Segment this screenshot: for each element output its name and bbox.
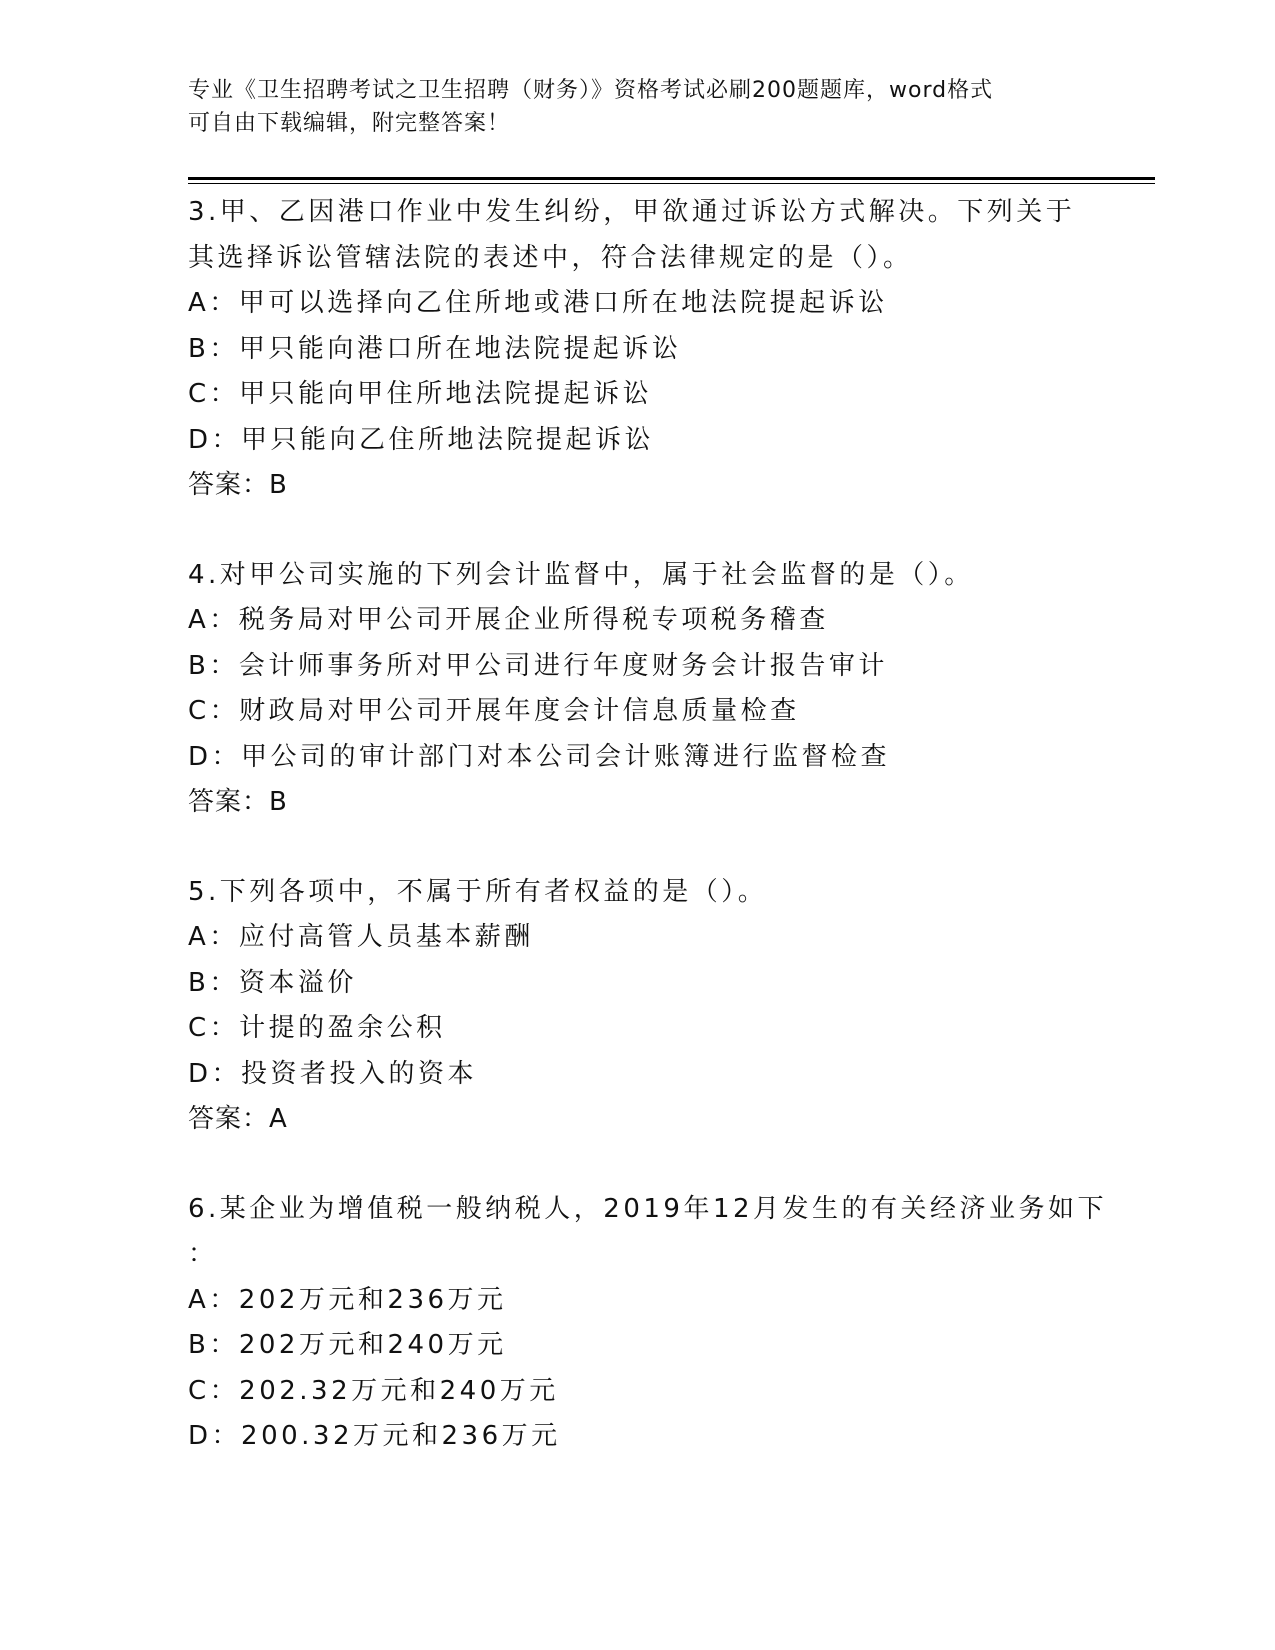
header-divider-thin [188,183,1155,184]
question-list [188,190,1108,1460]
header-line-2: 可自由下载编辑，附完整答案！ [188,111,511,136]
option-a: A：202万元和236万元 [188,1284,507,1315]
option-a: A：应付高管人员基本薪酬 [188,922,534,952]
spacer [188,509,1108,553]
question-text-line: 5.下列各项中，不属于所有者权益的是（）。 [188,876,768,907]
option-c: C：财政局对甲公司开展年度会计信息质量检查 [188,696,800,726]
option-c: C：甲只能向甲住所地法院提起诉讼 [188,379,653,409]
question-text-line: 4.对甲公司实施的下列会计监督中，属于社会监督的是（）。 [188,559,974,590]
option-b: B：202万元和240万元 [188,1330,507,1360]
question-6 [188,1187,1108,1460]
question-text-line: 其选择诉讼管辖法院的表述中，符合法律规定的是（）。 [188,242,913,273]
option-c: C：计提的盈余公积 [188,1013,446,1043]
option-b: B：会计师事务所对甲公司进行年度财务会计报告审计 [188,650,888,681]
spacer [188,1143,1108,1187]
question-text-line: ： [188,1239,218,1269]
header-line-1: 专业《卫生招聘考试之卫生招聘（财务）》资格考试必刷200题题库，word格式 [188,78,994,103]
question-3 [188,190,1108,509]
option-d: D：甲公司的审计部门对本公司会计账簿进行监督检查 [188,741,891,772]
answer-label: 答案：B [188,787,288,817]
header-divider-thick [188,177,1155,180]
option-a: A：甲可以选择向乙住所地或港口所在地法院提起诉讼 [188,288,888,318]
option-a: A：税务局对甲公司开展企业所得税专项税务稽查 [188,605,829,635]
option-b: B：甲只能向港口所在地法院提起诉讼 [188,333,682,364]
option-d: D：投资者投入的资本 [188,1058,478,1089]
question-5 [188,870,1108,1143]
answer-label: 答案：A [188,1104,288,1134]
question-4 [188,553,1108,826]
option-d: D：200.32万元和236万元 [188,1421,561,1451]
question-text-line: 6.某企业为增值税一般纳税人，2019年12月发生的有关经济业务如下 [188,1193,1108,1224]
option-c: C：202.32万元和240万元 [188,1375,559,1406]
answer-label: 答案：B [188,470,288,500]
option-b: B：资本溢价 [188,967,357,998]
spacer [188,826,1108,870]
question-text-line: 3.甲、乙因港口作业中发生纠纷，甲欲通过诉讼方式解决。下列关于 [188,197,1076,227]
option-d: D：甲只能向乙住所地法院提起诉讼 [188,424,655,455]
document-header [188,74,1088,140]
